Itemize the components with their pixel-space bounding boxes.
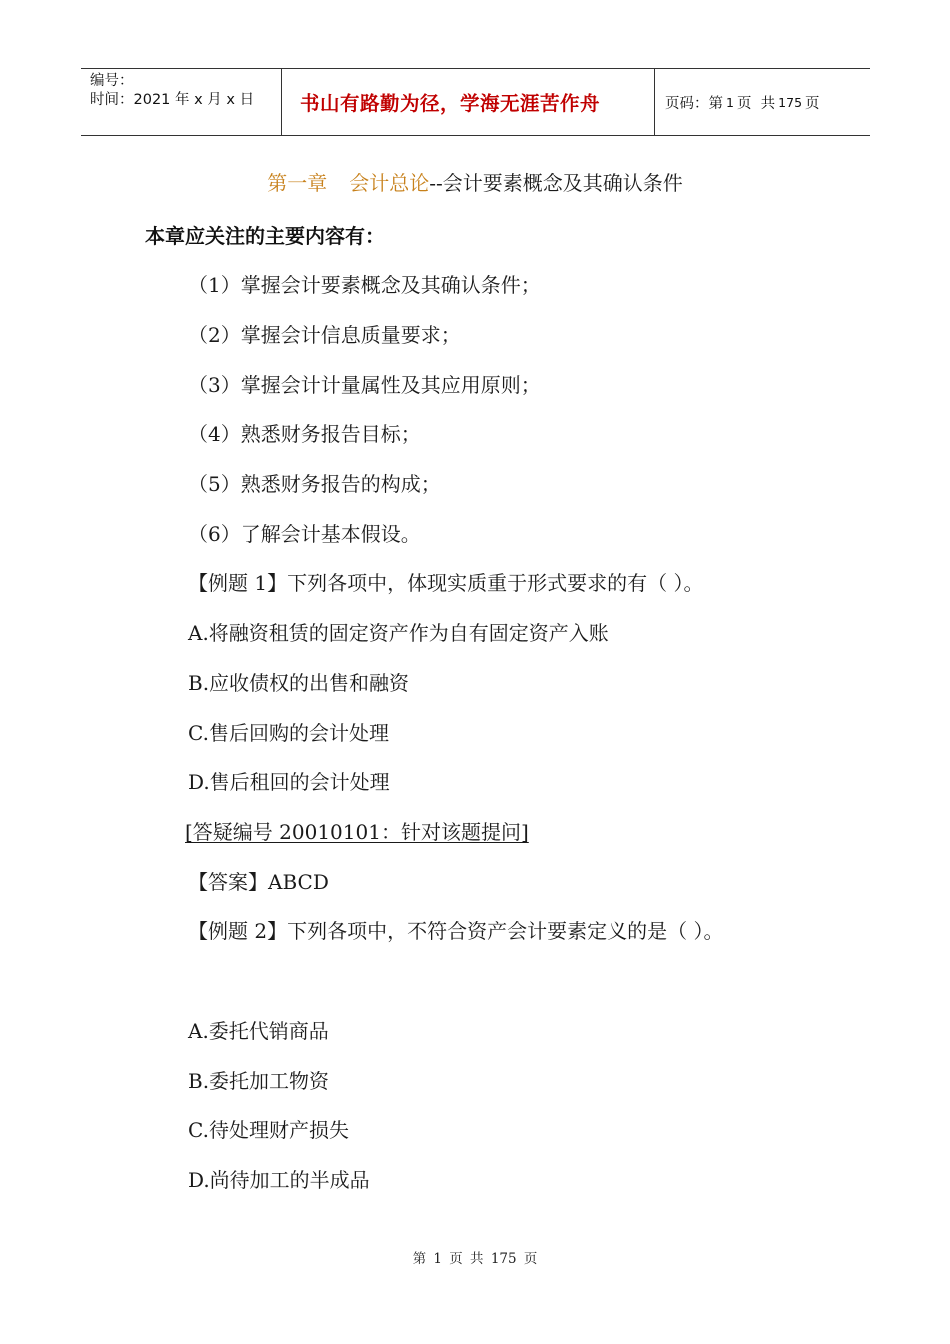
point-item: （5）熟悉财务报告的构成； [188, 472, 441, 496]
title-chapter: 第一章 [267, 171, 328, 195]
header-meta [81, 69, 281, 135]
header-motto: 书山有路勤为径，学海无涯苦作舟 [281, 69, 655, 135]
point-item: （1）掌握会计要素概念及其确认条件； [188, 273, 541, 297]
header-code-label: 编号： [90, 73, 134, 89]
example2-question: 【例题 2】下列各项中，不符合资产会计要素定义的是（ ）。 [188, 919, 724, 943]
example2-option-d: D.尚待加工的半成品 [188, 1168, 370, 1192]
page-header [81, 68, 870, 136]
header-page-prefix: 页码：第 [665, 95, 723, 112]
example1-option-a: A.将融资租赁的固定资产作为自有固定资产入账 [188, 621, 609, 645]
example2-option-a: A.委托代销商品 [188, 1019, 329, 1043]
header-page-mid: 页 共 [736, 95, 776, 112]
example2-option-b: B.委托加工物资 [188, 1069, 330, 1093]
header-page-suffix: 页 [805, 95, 820, 112]
point-item: （4）熟悉财务报告目标； [188, 422, 421, 446]
example1-question: 【例题 1】下列各项中，体现实质重于形式要求的有（ ）。 [188, 571, 704, 595]
title-section: 会计总论 [349, 171, 430, 195]
point-item: （2）掌握会计信息质量要求； [188, 323, 461, 347]
header-time-label: 时间：2021 年 x 月 x 日 [90, 92, 255, 108]
example1-answer: 【答案】ABCD [188, 870, 329, 894]
point-item: （6）了解会计基本假设。 [188, 522, 421, 546]
header-page-current: 1 [726, 94, 734, 110]
qa-link[interactable]: [答疑编号 20010101：针对该题提问] [185, 820, 529, 844]
title-rest: --会计要素概念及其确认条件 [429, 171, 683, 195]
page-footer: 第 1 页 共 175 页 [412, 1251, 538, 1267]
example1-option-b: B.应收债权的出售和融资 [188, 671, 410, 695]
page-title [0, 168, 950, 198]
example1-option-d: D.售后租回的会计处理 [188, 770, 390, 794]
section-heading: 本章应关注的主要内容有： [145, 224, 385, 248]
header-page-total: 175 [778, 94, 803, 110]
example1-option-c: C.售后回购的会计处理 [188, 721, 389, 745]
example2-option-c: C.待处理财产损失 [188, 1118, 349, 1142]
header-page-info [655, 69, 870, 135]
point-item: （3）掌握会计计量属性及其应用原则； [188, 373, 541, 397]
